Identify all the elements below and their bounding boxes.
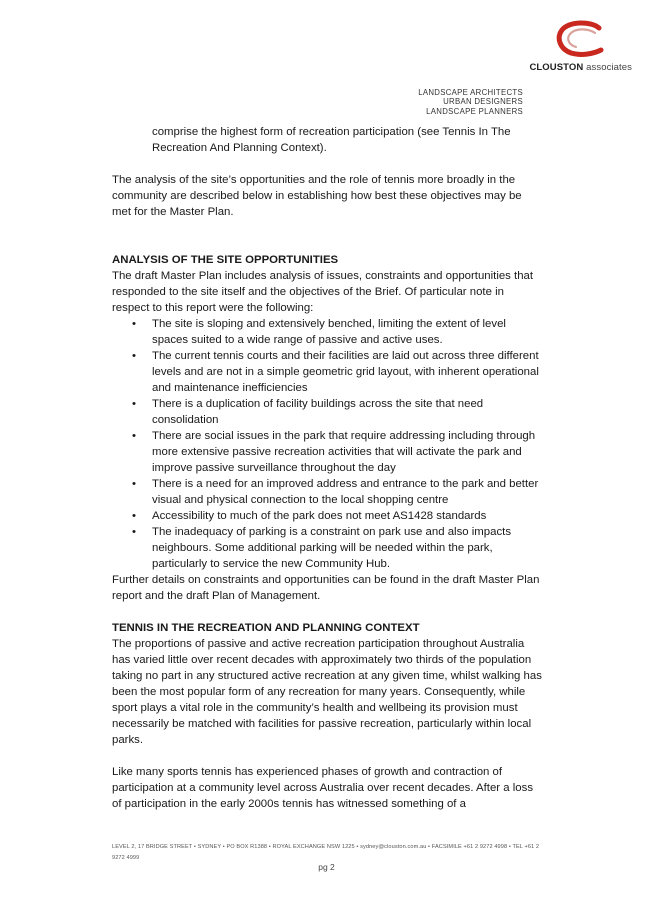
list-item-text: There is a duplication of facility buildings across the site that need consolidation <box>152 398 484 426</box>
list-item <box>112 428 542 476</box>
tagline <box>418 88 523 116</box>
list-item <box>112 524 542 572</box>
tagline-line: LANDSCAPE PLANNERS <box>426 106 523 116</box>
footer-address: LEVEL 2, 17 BRIDGE STREET • SYDNEY • PO BOX R1388 • ROYAL EXCHANGE NSW 1225 • sydney@clouston.com.au • FACSIMILE +61 2 9272 4998 • TEL +61 2 9272 4999 <box>112 844 540 861</box>
list-item <box>112 508 542 524</box>
section1-intro: The draft Master Plan includes analysis of issues, constraints and opportunities that responded to the site itself and the objectives of the Brief. Of particular note in respect to this report were the following: <box>112 270 534 314</box>
bullet-icon: • <box>132 526 136 538</box>
bullet-icon: • <box>132 510 136 522</box>
list-item-text: The current tennis courts and their facilities are laid out across three different levels and are not in a simple geometric grid layout, with inherent operational and maintenance inefficiencies <box>152 350 539 394</box>
list-item <box>112 348 542 396</box>
page-number: pg 2 <box>318 862 335 872</box>
list-item <box>112 476 542 508</box>
tagline-line: LANDSCAPE ARCHITECTS <box>418 88 523 97</box>
bullet-icon: • <box>132 350 136 362</box>
tagline-line: URBAN DESIGNERS <box>443 97 523 107</box>
list-item <box>112 316 542 348</box>
section-heading-tennis-context: TENNIS IN THE RECREATION AND PLANNING CONTEXT <box>112 622 420 634</box>
bullet-icon: • <box>132 318 136 330</box>
section2-paragraph-1: The proportions of passive and active recreation participation throughout Australia has varied little over recent decades with approximately two thirds of the population taking no part in any structured active recreation at any given time, whilst walking has been the most popular form of any recreation for many years. Consequently, while sport plays a vital role in the community’s health and wellbeing its provision must necessarily be matched with facilities for passive recreation, particularly within local parks. <box>112 638 542 746</box>
list-item <box>112 396 542 428</box>
document-body <box>112 124 542 812</box>
clouston-logo-icon <box>555 20 605 60</box>
list-item-text: There is a need for an improved address and entrance to the park and better visual and physical connection to the local shopping centre <box>152 478 539 506</box>
list-item-text: The site is sloping and extensively benched, limiting the extent of level spaces suited to a wide range of passive and active uses. <box>152 318 506 346</box>
site-opportunities-list <box>112 316 542 572</box>
section2-paragraph-2: Like many sports tennis has experienced phases of growth and contraction of participation at a community level across Australia over recent decades. After a loss of participation in the early 2000s tennis has witnessed something of a <box>112 766 534 810</box>
list-item-text: Accessibility to much of the park does not meet AS1428 standards <box>152 510 487 522</box>
section1-closing: Further details on constraints and opportunities can be found in the draft Master Plan report and the draft Plan of Management. <box>112 574 540 602</box>
section-heading-site-opportunities: ANALYSIS OF THE SITE OPPORTUNITIES <box>112 254 339 266</box>
bullet-icon: • <box>132 430 136 442</box>
brand-name-bold: CLOUSTON <box>529 62 584 73</box>
brand-name-light: associates <box>583 62 632 73</box>
list-item-text: The inadequacy of parking is a constraint on park use and also impacts neighbours. Some additional parking will be needed within the park, particularly to service the new Community Hub. <box>152 526 512 570</box>
list-item-text: There are social issues in the park that require addressing including through more extensive passive recreation activities that will activate the park and improve passive surveillance throughout the day <box>152 430 536 474</box>
bullet-icon: • <box>132 398 136 410</box>
brand-name <box>529 62 632 73</box>
analysis-intro: The analysis of the site’s opportunities and the role of tennis more broadly in the community are described below in establishing how best these objectives may be met for the Master Plan. <box>112 174 522 218</box>
bullet-icon: • <box>132 478 136 490</box>
intro-continuation: comprise the highest form of recreation participation (see Tennis In The Recreation And Planning Context). <box>152 126 511 154</box>
